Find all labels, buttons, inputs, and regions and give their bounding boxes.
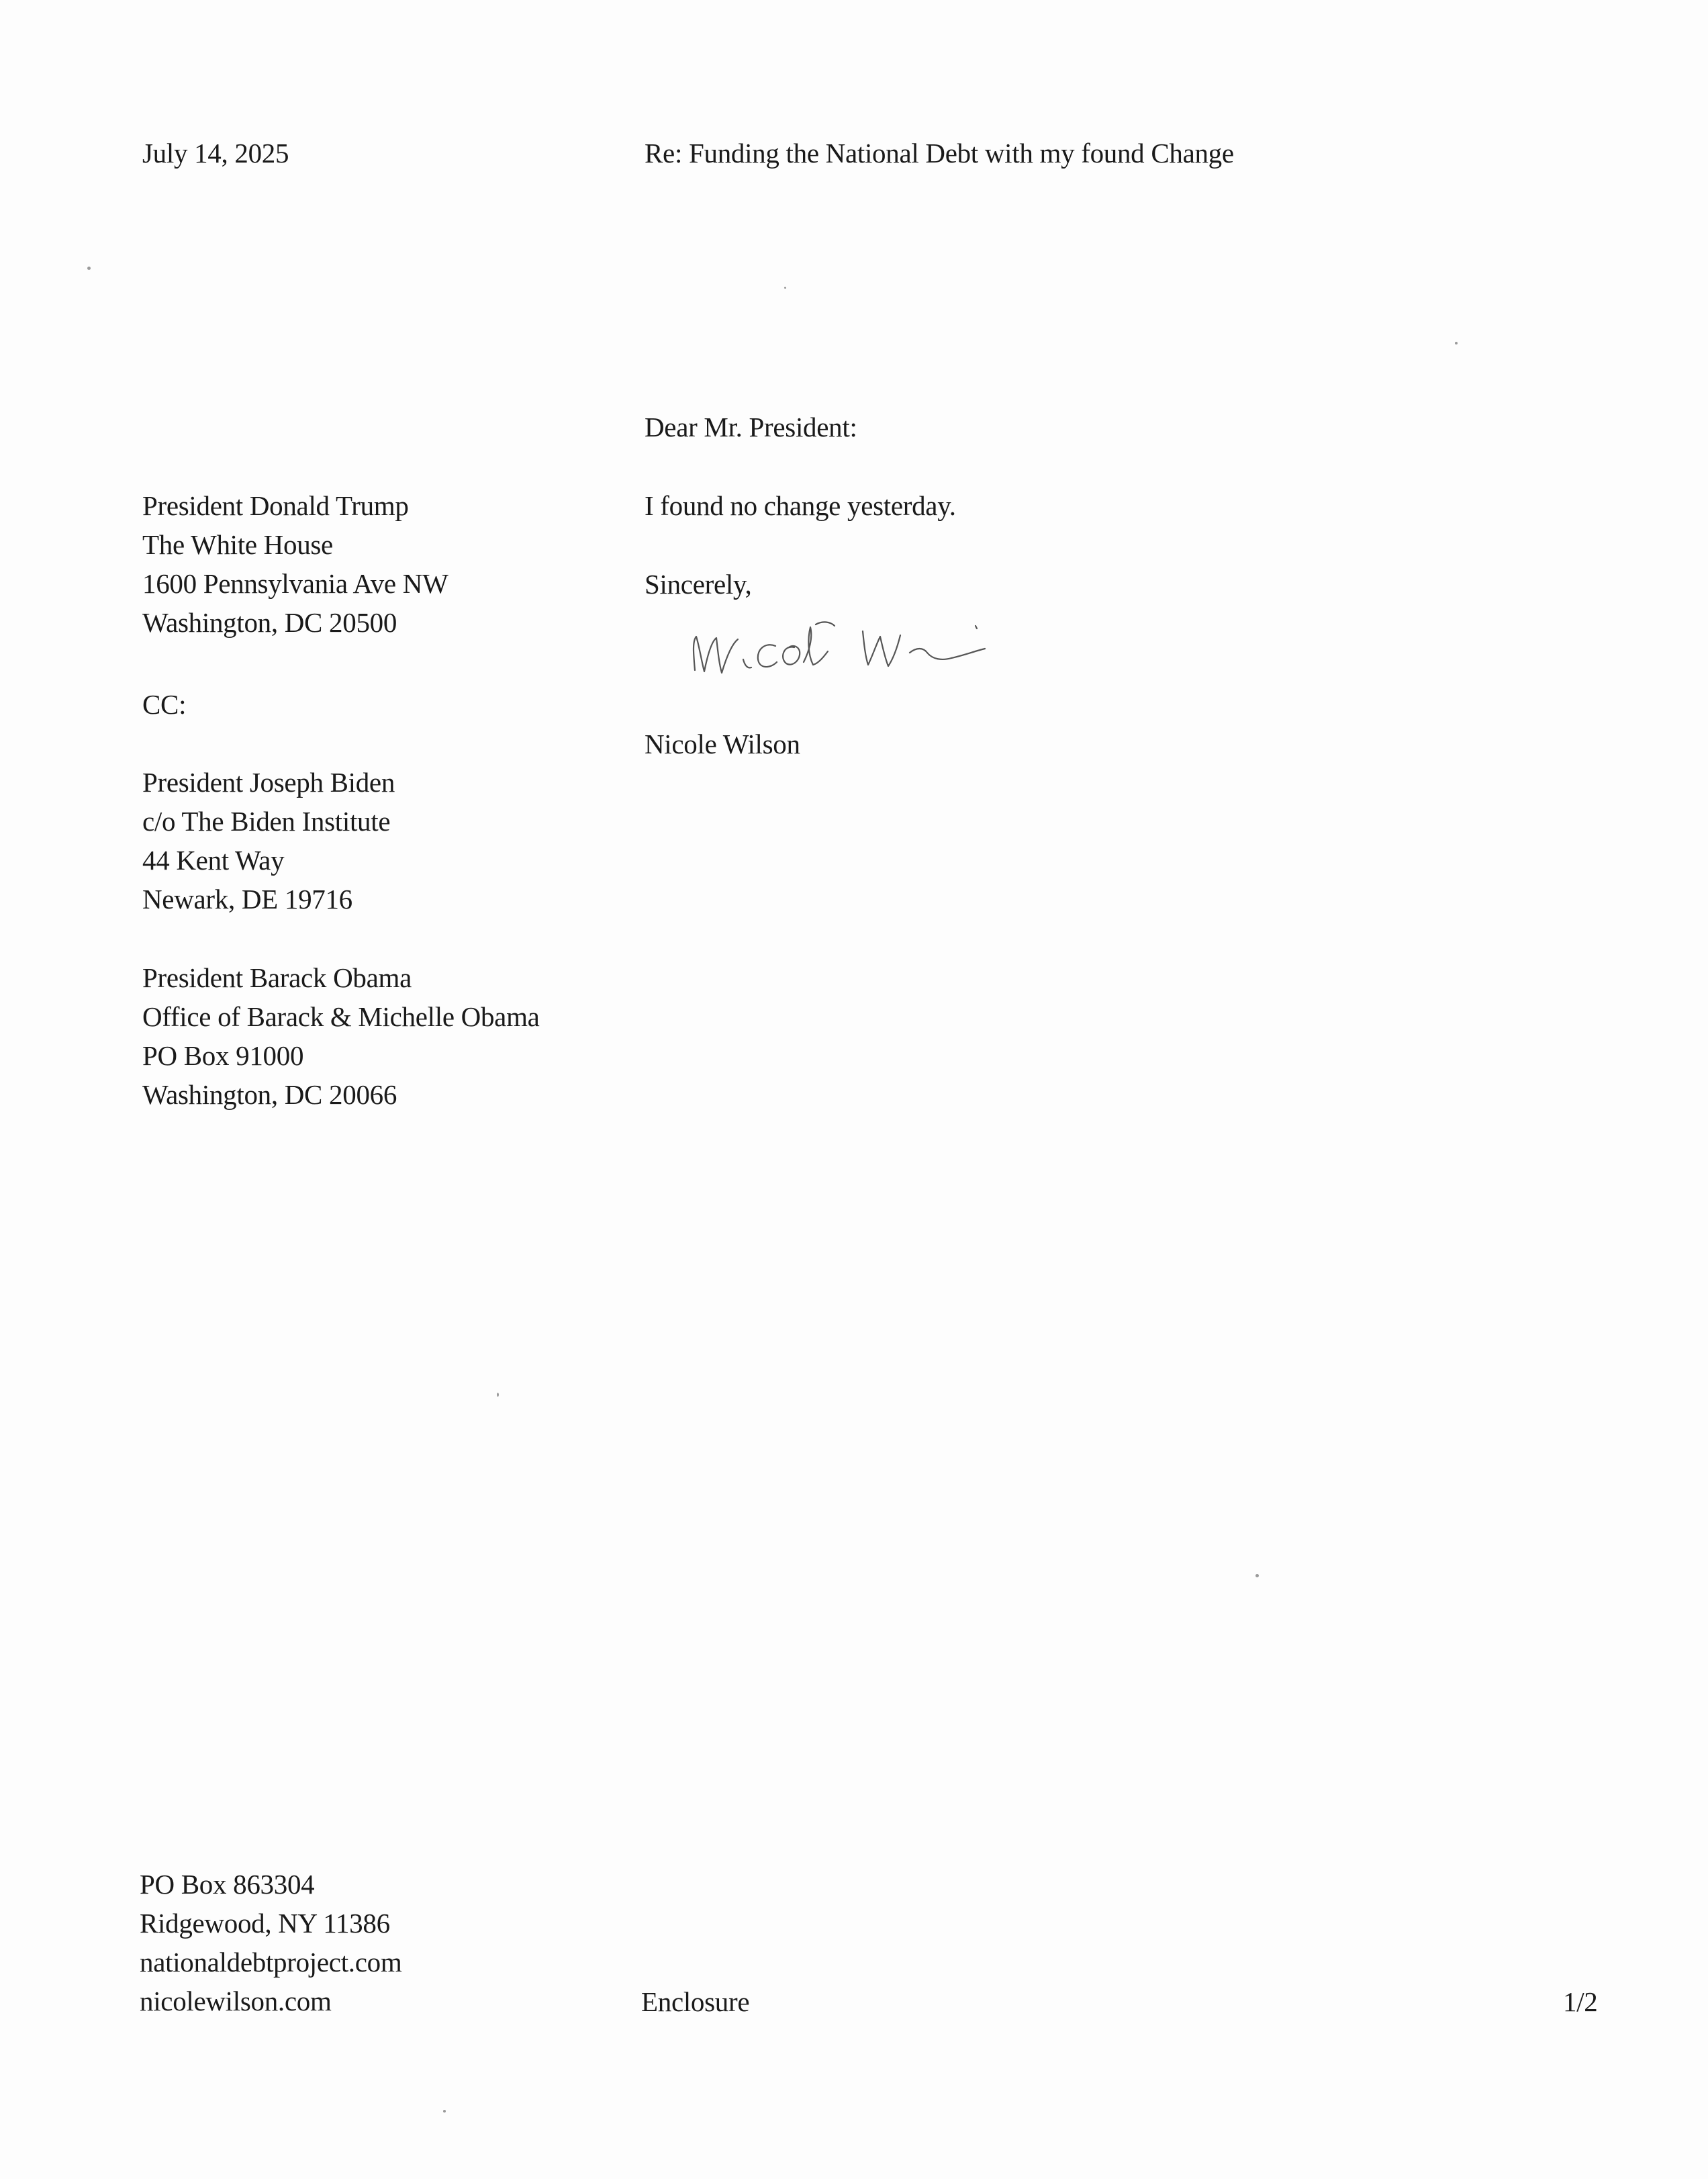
scan-speck: [1455, 342, 1458, 344]
enclosure-note: Enclosure: [641, 1986, 750, 2017]
address-line: Newark, DE 19716: [142, 884, 352, 915]
website-link: nicolewilson.com: [140, 1986, 332, 2016]
address-line: PO Box 863304: [140, 1869, 315, 1900]
address-line: Office of Barack & Michelle Obama: [142, 1001, 540, 1032]
address-line: PO Box 91000: [142, 1040, 304, 1071]
address-line: Washington, DC 20066: [142, 1079, 397, 1110]
address-line: c/o The Biden Institute: [142, 806, 391, 837]
address-line: The White House: [142, 529, 333, 560]
handwritten-signature: [681, 598, 990, 698]
address-line: Ridgewood, NY 11386: [140, 1908, 390, 1939]
scan-speck: [443, 2110, 446, 2113]
address-line: 1600 Pennsylvania Ave NW: [142, 568, 448, 599]
scan-speck: [87, 267, 91, 270]
website-link: nationaldebtproject.com: [140, 1947, 402, 1978]
scan-speck: [497, 1393, 499, 1397]
address-line: President Joseph Biden: [142, 767, 395, 798]
scan-speck: [1255, 1574, 1259, 1577]
scan-speck: [784, 287, 786, 289]
address-line: 44 Kent Way: [142, 845, 285, 876]
sender-address: [140, 1865, 401, 2021]
address-line: Washington, DC 20500: [142, 607, 397, 638]
salutation: Dear Mr. President:: [645, 412, 857, 443]
recipient-address: [142, 486, 448, 642]
letter-date: July 14, 2025: [142, 138, 289, 169]
letter-body: I found no change yesterday.: [645, 490, 956, 521]
cc-address-biden: [142, 763, 395, 919]
page-number: 1/2: [1563, 1986, 1598, 2017]
cc-label: CC:: [142, 689, 187, 720]
cc-address-obama: [142, 958, 540, 1114]
signer-name: Nicole Wilson: [645, 729, 800, 759]
letter-subject: Re: Funding the National Debt with my found Change: [645, 138, 1234, 169]
closing: Sincerely,: [645, 569, 752, 600]
address-line: President Barack Obama: [142, 962, 412, 993]
address-line: President Donald Trump: [142, 490, 409, 521]
